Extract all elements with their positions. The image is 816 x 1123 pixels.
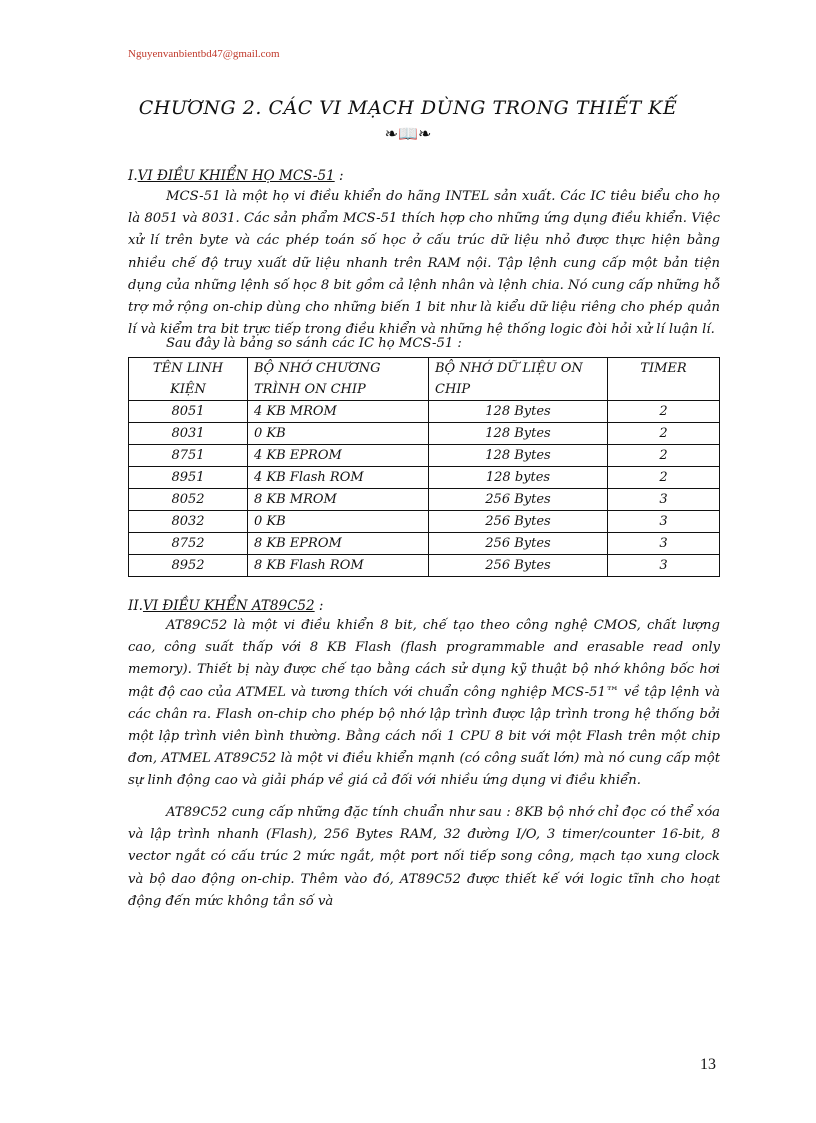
column-header-timer: TIMER (608, 358, 720, 401)
paragraph-text: MCS-51 là một họ vi điều khiển do hãng INTEL sản xuất. Các IC tiêu biểu cho họ là 8051 và 8031. Các sản phẩm MCS-51 thích hợp cho những ứng dụng điều khiển. Việc xử lí trên byte và các phép toán số học ở cấu trúc dữ liệu nhỏ được thực hiện bằng nhiều chế độ truy xuất dữ liệu nhanh trên RAM nội. Tập lệnh cung cấp một bản tiện dụng của những lệnh số học 8 bit gồm cả lệnh nhân và lệnh chia. Nó cung cấp những hỗ trợ mở rộng on-chip dùng cho những biến 1 bit như là kiểu dữ liệu riêng cho phép quản lí và kiểm tra bit trực tiếp trong điều khiển và những hệ thống logic đòi hỏi xử lí luận lí. (128, 189, 720, 338)
cell-timer: 2 (608, 467, 720, 489)
table-row (129, 489, 720, 511)
page-number: 13 (700, 1056, 716, 1073)
cell-timer: 3 (608, 555, 720, 577)
column-header-program-memory: BỘ NHỚ CHƯƠNG TRÌNH ON CHIP (248, 358, 429, 401)
section-title: VI ĐIỀU KHIỂN HỌ MCS-51 (137, 168, 335, 184)
cell-timer: 2 (608, 445, 720, 467)
table-row (129, 555, 720, 577)
ic-comparison-table (128, 357, 720, 577)
cell-timer: 2 (608, 401, 720, 423)
cell-timer: 2 (608, 423, 720, 445)
cell-data-memory: 128 Bytes (429, 445, 608, 467)
cell-program-memory: 8 KB EPROM (248, 533, 429, 555)
paragraph-at89c52-features (128, 802, 720, 913)
author-email: Nguyenvanbientbd47@gmail.com (128, 48, 280, 60)
cell-program-memory: 4 KB MROM (248, 401, 429, 423)
cell-program-memory: 4 KB Flash ROM (248, 467, 429, 489)
section-heading-mcs51 (128, 168, 344, 184)
cell-data-memory: 128 Bytes (429, 401, 608, 423)
cell-data-memory: 256 Bytes (429, 555, 608, 577)
cell-ic-name: 8032 (129, 511, 248, 533)
cell-ic-name: 8051 (129, 401, 248, 423)
cell-ic-name: 8052 (129, 489, 248, 511)
cell-ic-name: 8751 (129, 445, 248, 467)
cell-data-memory: 256 Bytes (429, 533, 608, 555)
book-ornament-icon: ❧📖❧ (384, 124, 432, 143)
table-row (129, 467, 720, 489)
cell-program-memory: 0 KB (248, 511, 429, 533)
column-header-name: TÊN LINH KIỆN (129, 358, 248, 401)
section-number: II. (128, 598, 143, 614)
cell-ic-name: 8951 (129, 467, 248, 489)
cell-ic-name: 8952 (129, 555, 248, 577)
cell-program-memory: 4 KB EPROM (248, 445, 429, 467)
table-row (129, 445, 720, 467)
cell-data-memory: 256 Bytes (429, 489, 608, 511)
cell-data-memory: 128 bytes (429, 467, 608, 489)
cell-program-memory: 8 KB Flash ROM (248, 555, 429, 577)
paragraph-mcs51 (128, 186, 720, 341)
paragraph-text: AT89C52 là một vi điều khiển 8 bit, chế tạo theo công nghệ CMOS, chất lượng cao, công suất thấp với 8 KB Flash (flash programmable and erasable read only memory). Thiết bị này được chế tạo bằng cách sử dụng kỹ thuật bộ nhớ không bốc hơi mật độ cao của ATMEL và tương thích với chuẩn công nghiệp MCS-51™ về tập lệnh và các chân ra. Flash on-chip cho phép bộ nhớ lập trình được lập trình trong hệ thống bởi một lập trình viên bình thường. Bằng cách nối 1 CPU 8 bit với một Flash trên một chip đơn, ATMEL AT89C52 là một vi điều khiển mạnh (có công suất lớn) mà nó cung cấp một sự linh động cao và giải pháp về giá cả đối với nhiều ứng dụng vi điều khiển. (128, 618, 720, 789)
chapter-title: CHƯƠNG 2. CÁC VI MẠCH DÙNG TRONG THIẾT KẾ (138, 97, 678, 119)
cell-program-memory: 8 KB MROM (248, 489, 429, 511)
section-suffix: : (334, 168, 344, 184)
cell-timer: 3 (608, 489, 720, 511)
cell-timer: 3 (608, 533, 720, 555)
table-row (129, 423, 720, 445)
cell-timer: 3 (608, 511, 720, 533)
table-caption: Sau đây là bảng so sánh các IC họ MCS-51 : (166, 336, 462, 351)
column-header-data-memory: BỘ NHỚ DỮ LIỆU ON CHIP (429, 358, 608, 401)
paragraph-at89c52-intro (128, 615, 720, 793)
section-heading-at89c52 (128, 598, 323, 614)
cell-ic-name: 8031 (129, 423, 248, 445)
section-suffix: : (314, 598, 324, 614)
cell-ic-name: 8752 (129, 533, 248, 555)
table-row (129, 401, 720, 423)
paragraph-text: AT89C52 cung cấp những đặc tính chuẩn như sau : 8KB bộ nhớ chỉ đọc có thể xóa và lập trình nhanh (Flash), 256 Bytes RAM, 32 đường I/O, 3 timer/counter 16-bit, 8 vector ngắt có cấu trúc 2 mức ngắt, một port nối tiếp song công, mạch tạo xung clock và bộ dao động on-chip. Thêm vào đó, AT89C52 được thiết kế với logic tĩnh cho hoạt động đến mức không tần số và (128, 805, 720, 909)
cell-program-memory: 0 KB (248, 423, 429, 445)
table-row (129, 511, 720, 533)
cell-data-memory: 128 Bytes (429, 423, 608, 445)
section-title: VI ĐIỀU KHỂN AT89C52 (142, 598, 315, 614)
table-row (129, 533, 720, 555)
cell-data-memory: 256 Bytes (429, 511, 608, 533)
section-number: I. (128, 168, 138, 184)
table-header-row (129, 358, 720, 401)
